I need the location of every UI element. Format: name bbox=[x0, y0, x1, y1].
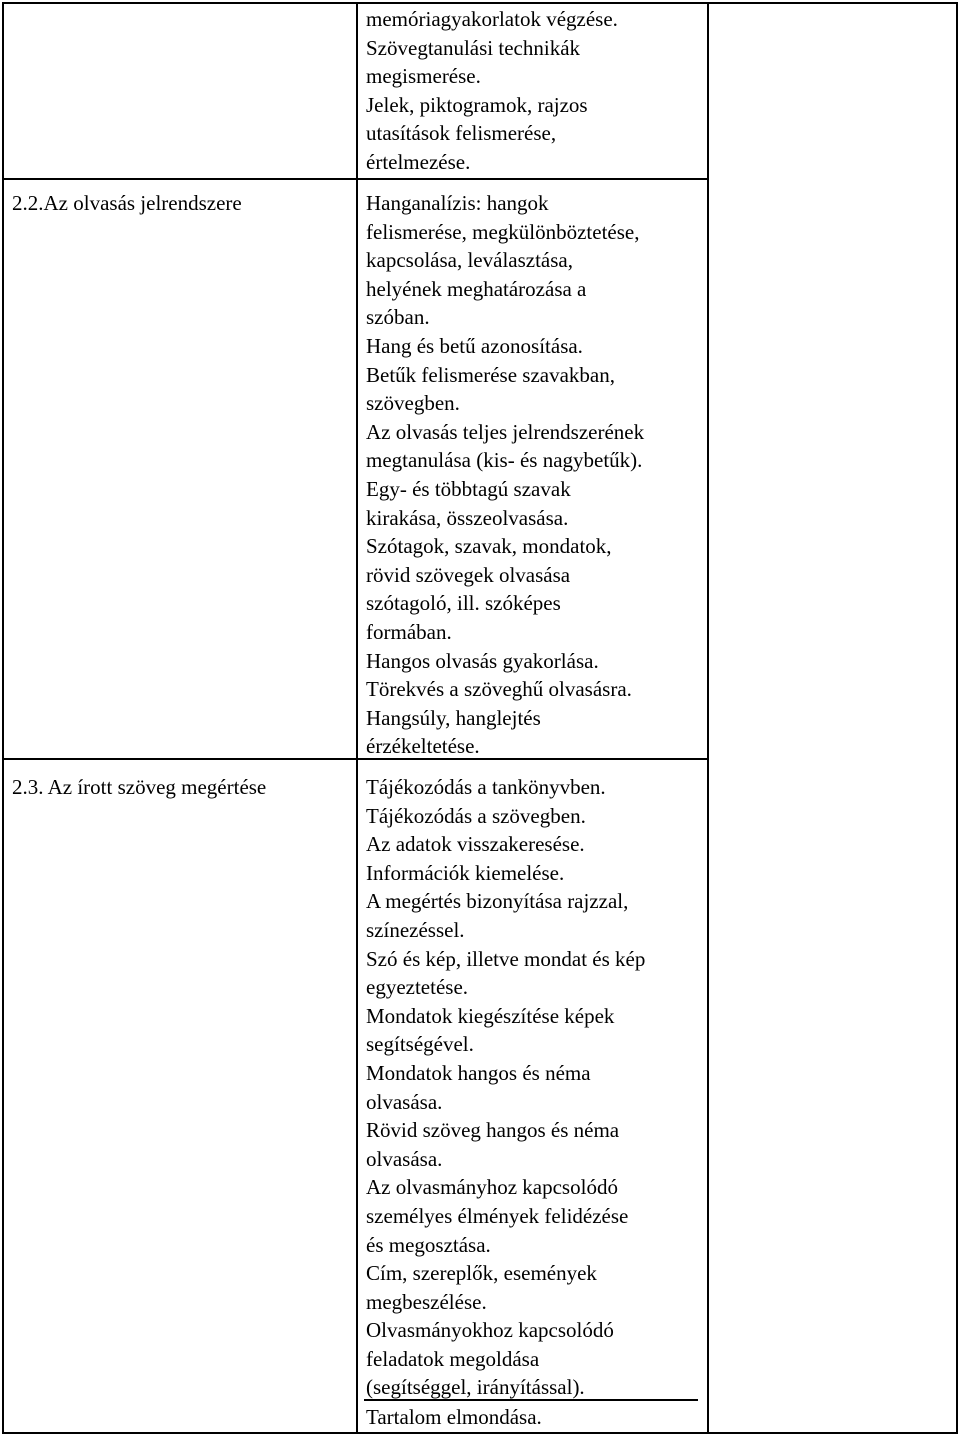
text-line: színezéssel. bbox=[366, 917, 465, 942]
table-border-bottom bbox=[2, 1432, 958, 1434]
text-line: memóriagyakorlatok végzése. bbox=[366, 7, 618, 31]
text-line: Jelek, piktogramok, rajzos bbox=[366, 92, 588, 117]
section-heading-2-2: 2.2.Az olvasás jelrendszere bbox=[12, 191, 242, 215]
row-divider-1 bbox=[2, 178, 708, 180]
text-line: segítségével. bbox=[366, 1032, 474, 1057]
text-line: szótagoló, ill. szóképes bbox=[366, 591, 561, 616]
text-line: feladatok megoldása bbox=[366, 1346, 540, 1371]
table-divider-2 bbox=[707, 2, 709, 1434]
text-line: Mondatok kiegészítése képek bbox=[366, 1003, 615, 1028]
text-line: Szó és kép, illetve mondat és kép bbox=[366, 946, 646, 971]
table-border-right bbox=[956, 2, 958, 1434]
text-line: megtanulása (kis- és nagybetűk). bbox=[366, 448, 643, 473]
text-line: A megértés bizonyítása rajzzal, bbox=[366, 889, 629, 914]
text-line: értelmezése. bbox=[366, 149, 471, 174]
text-line: kapcsolása, leválasztása, bbox=[366, 248, 573, 273]
text-line: utasítások felismerése, bbox=[366, 121, 557, 146]
text-line: Hangos olvasás gyakorlása. bbox=[366, 648, 599, 673]
row-3-content bbox=[366, 773, 645, 1402]
text-line: formában. bbox=[366, 619, 452, 644]
text-line: Olvasmányokhoz kapcsolódó bbox=[366, 1318, 614, 1343]
text-line: olvasása. bbox=[366, 1146, 443, 1171]
section-heading-2-3: 2.3. Az írott szöveg megértése bbox=[12, 775, 267, 799]
text-line: Törekvés a szöveghű olvasásra. bbox=[366, 677, 632, 702]
text-line: olvasása. bbox=[366, 1089, 443, 1114]
footer-line bbox=[366, 1403, 542, 1432]
text-line: felismerése, megkülönböztetése, bbox=[366, 219, 640, 244]
text-line: megismerése. bbox=[366, 64, 481, 89]
text-line: Az adatok visszakeresése. bbox=[366, 832, 585, 857]
text-line: egyeztetése. bbox=[366, 975, 469, 1000]
text-line: Hang és betű azonosítása. bbox=[366, 333, 583, 358]
table-border-left bbox=[2, 2, 4, 1434]
text-line: (segítséggel, irányítással). bbox=[366, 1375, 585, 1400]
text-line: érzékeltetése. bbox=[366, 734, 480, 759]
text-line: és megosztása. bbox=[366, 1232, 491, 1257]
text-line: személyes élmények felidézése bbox=[366, 1203, 629, 1228]
text-line: Az olvasás teljes jelrendszerének bbox=[366, 419, 645, 444]
text-line: megbeszélése. bbox=[366, 1289, 487, 1314]
text-line: rövid szövegek olvasása bbox=[366, 562, 571, 587]
table-divider-1 bbox=[356, 2, 358, 1434]
text-line: Cím, szereplők, események bbox=[366, 1261, 597, 1286]
text-line: szövegben. bbox=[366, 391, 460, 416]
table-border-top bbox=[2, 2, 958, 4]
text-line: helyének meghatározása a bbox=[366, 276, 587, 301]
text-line: Hanganalízis: hangok bbox=[366, 191, 549, 215]
text-line: kirakása, összeolvasása. bbox=[366, 505, 569, 530]
text-line: Információk kiemelése. bbox=[366, 860, 565, 885]
text-line: Betűk felismerése szavakban, bbox=[366, 362, 615, 387]
text-line: Egy- és többtagú szavak bbox=[366, 476, 571, 501]
text-line: Szótagok, szavak, mondatok, bbox=[366, 534, 612, 559]
text-line: Tájékozódás a tankönyvben. bbox=[366, 775, 606, 799]
text-line: Szövegtanulási technikák bbox=[366, 35, 581, 60]
text-line: Az olvasmányhoz kapcsolódó bbox=[366, 1175, 618, 1200]
text-line: Hangsúly, hanglejtés bbox=[366, 705, 541, 730]
row-1-content bbox=[366, 5, 618, 177]
text-line: Tartalom elmondása. bbox=[366, 1405, 542, 1429]
text-line: Mondatok hangos és néma bbox=[366, 1060, 591, 1085]
row-2-content bbox=[366, 189, 644, 761]
text-line: szóban. bbox=[366, 305, 430, 330]
text-line: Rövid szöveg hangos és néma bbox=[366, 1118, 620, 1143]
text-line: Tájékozódás a szövegben. bbox=[366, 803, 586, 828]
